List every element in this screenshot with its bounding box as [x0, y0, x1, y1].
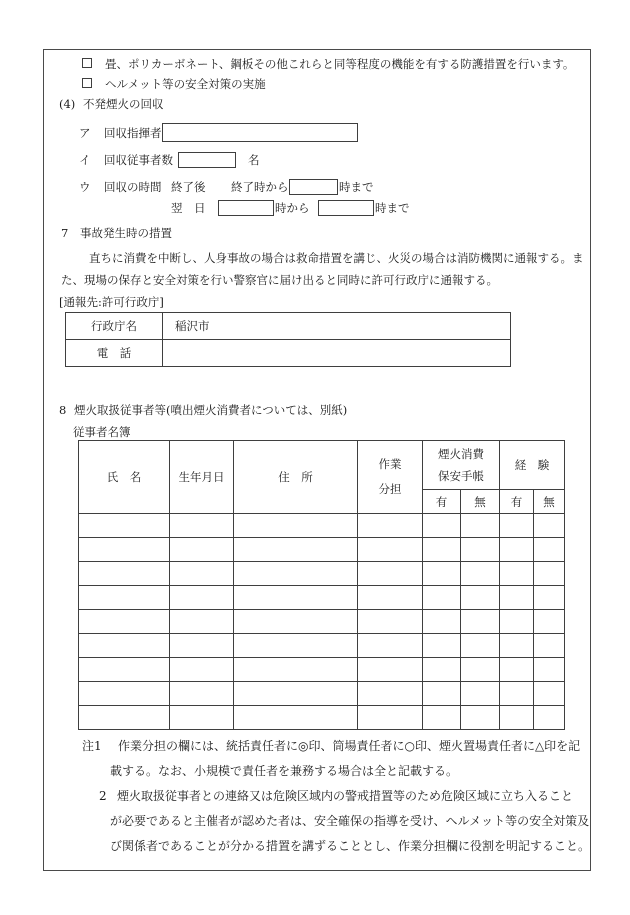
roster-empty-row	[79, 658, 565, 682]
col-header-handbook-yes: 有	[423, 490, 461, 514]
roster-empty-cell[interactable]	[234, 682, 358, 706]
roster-empty-cell[interactable]	[461, 682, 500, 706]
next-day-label: 翌 日	[171, 201, 206, 215]
roster-empty-cell[interactable]	[534, 682, 565, 706]
roster-empty-cell[interactable]	[358, 634, 423, 658]
section7-body-line: 直ちに消費を中断し、人身事故の場合は救命措置を講じ、火災の場合は消防機関に通報する。ま	[89, 251, 584, 265]
item-a-marker: ア	[79, 126, 91, 140]
roster-empty-cell[interactable]	[358, 538, 423, 562]
col-header-birthdate: 生年月日	[170, 441, 234, 514]
roster-empty-cell[interactable]	[79, 706, 170, 730]
roster-empty-row	[79, 610, 565, 634]
recovery-workers-count-input[interactable]	[178, 152, 236, 168]
roster-empty-row	[79, 706, 565, 730]
after-end-from-label: 終了時から	[231, 180, 289, 194]
roster-empty-cell[interactable]	[234, 610, 358, 634]
roster-empty-cell[interactable]	[358, 682, 423, 706]
roster-empty-cell[interactable]	[534, 610, 565, 634]
section4-number: (4)	[59, 97, 76, 111]
roster-empty-cell[interactable]	[461, 634, 500, 658]
col-header-address: 住 所	[234, 441, 358, 514]
roster-empty-cell[interactable]	[461, 538, 500, 562]
col-header-experience: 経 験	[500, 441, 565, 490]
roster-empty-cell[interactable]	[170, 538, 234, 562]
roster-empty-cell[interactable]	[500, 682, 534, 706]
roster-table-body	[79, 514, 565, 730]
protective-option-label: 畳、ポリカーボネート、鋼板その他これらと同等程度の機能を有する防護措置を行います。	[105, 57, 575, 71]
roster-empty-cell[interactable]	[423, 514, 461, 538]
roster-empty-cell[interactable]	[79, 514, 170, 538]
note2-text: 煙火取扱従事者との連絡又は危険区域内の警戒措置等のため危険区域に立ち入ること	[117, 789, 574, 803]
roster-empty-cell[interactable]	[79, 538, 170, 562]
roster-empty-cell[interactable]	[358, 586, 423, 610]
section4-heading	[44, 96, 590, 112]
roster-empty-cell[interactable]	[423, 562, 461, 586]
col-header-work-line: 分担	[378, 482, 402, 496]
recovery-leader-input[interactable]	[162, 123, 358, 142]
protective-option-row	[44, 76, 590, 92]
roster-empty-cell[interactable]	[500, 514, 534, 538]
roster-empty-row	[79, 634, 565, 658]
roster-empty-cell[interactable]	[423, 538, 461, 562]
section7-title: 事故発生時の措置	[80, 226, 172, 240]
roster-empty-cell[interactable]	[423, 658, 461, 682]
recovery-workers-row	[44, 152, 590, 170]
roster-empty-cell[interactable]	[461, 610, 500, 634]
note1-text: 作業分担の欄には、統括責任者に◎印、筒場責任者に○印、煙火置場責任者に△印を記	[118, 739, 581, 753]
col-header-experience-no: 無	[534, 490, 565, 514]
roster-empty-row	[79, 538, 565, 562]
roster-empty-cell[interactable]	[234, 658, 358, 682]
col-header-experience-yes: 有	[500, 490, 534, 514]
roster-empty-cell[interactable]	[461, 562, 500, 586]
protective-option-row	[44, 56, 590, 72]
roster-empty-cell[interactable]	[534, 634, 565, 658]
roster-empty-cell[interactable]	[79, 562, 170, 586]
roster-empty-cell[interactable]	[534, 514, 565, 538]
roster-empty-cell[interactable]	[234, 538, 358, 562]
roster-empty-cell[interactable]	[234, 562, 358, 586]
roster-subtitle: 従事者名簿	[73, 425, 131, 439]
roster-header-row	[79, 441, 565, 490]
col-header-handbook-line: 保安手帳	[438, 469, 484, 483]
roster-empty-cell[interactable]	[79, 586, 170, 610]
recovery-time-label: 回収の時間	[104, 180, 162, 194]
table-row	[66, 313, 511, 340]
roster-empty-cell[interactable]	[358, 562, 423, 586]
next-day-until-label: 時まで	[375, 201, 410, 215]
note1-label: 注1	[82, 739, 102, 753]
roster-empty-cell[interactable]	[358, 610, 423, 634]
protective-option-label: ヘルメット等の安全対策の実施	[105, 77, 266, 91]
roster-empty-cell[interactable]	[534, 562, 565, 586]
note2-label: 2	[99, 789, 107, 803]
roster-empty-cell[interactable]	[234, 634, 358, 658]
next-day-from-label: 時から	[275, 201, 310, 215]
recovery-workers-unit: 名	[248, 153, 260, 167]
roster-empty-cell[interactable]	[534, 538, 565, 562]
recovery-time-row	[44, 179, 590, 197]
report-destination-label: [通報先:許可行政庁]	[59, 295, 164, 309]
roster-empty-cell[interactable]	[170, 634, 234, 658]
agency-name-value: 稲沢市	[163, 313, 511, 340]
roster-empty-row	[79, 586, 565, 610]
section7-heading	[44, 225, 590, 241]
item-u-marker: ウ	[79, 180, 91, 194]
roster-empty-cell[interactable]	[170, 610, 234, 634]
roster-empty-cell[interactable]	[461, 514, 500, 538]
roster-empty-row	[79, 562, 565, 586]
roster-empty-cell[interactable]	[534, 706, 565, 730]
roster-empty-cell[interactable]	[500, 586, 534, 610]
roster-empty-cell[interactable]	[500, 706, 534, 730]
agency-name-label: 行政庁名	[66, 313, 163, 340]
checkbox-helmet-safety[interactable]	[82, 78, 92, 88]
roster-empty-cell[interactable]	[423, 634, 461, 658]
phone-label: 電 話	[66, 340, 163, 367]
col-header-handbook-no: 無	[461, 490, 500, 514]
next-day-start-input[interactable]	[218, 200, 274, 216]
section7-body-line: た、現場の保存と安全対策を行い警察官に届け出ると同時に許可行政庁に通報する。	[61, 273, 498, 287]
roster-empty-cell[interactable]	[79, 634, 170, 658]
roster-table	[78, 440, 565, 730]
item-i-marker: イ	[79, 153, 91, 167]
col-header-work-role	[358, 441, 423, 514]
section4-title: 不発煙火の回収	[83, 97, 164, 111]
roster-empty-cell[interactable]	[534, 658, 565, 682]
roster-empty-cell[interactable]	[461, 586, 500, 610]
roster-empty-cell[interactable]	[500, 634, 534, 658]
section8-number: 8	[59, 403, 67, 417]
roster-empty-cell[interactable]	[79, 658, 170, 682]
roster-empty-cell[interactable]	[358, 514, 423, 538]
roster-empty-cell[interactable]	[170, 562, 234, 586]
note2-line2: が必要であると主催者が認めた者は、安全確保の指導を受け、ヘルメット等の安全対策及	[110, 814, 590, 828]
roster-empty-cell[interactable]	[500, 658, 534, 682]
roster-empty-cell[interactable]	[423, 706, 461, 730]
roster-empty-cell[interactable]	[358, 658, 423, 682]
form-page-frame	[43, 49, 591, 871]
roster-empty-cell[interactable]	[234, 514, 358, 538]
roster-empty-row	[79, 514, 565, 538]
recovery-workers-label: 回収従事者数	[104, 153, 173, 167]
roster-empty-cell[interactable]	[358, 706, 423, 730]
roster-empty-cell[interactable]	[423, 586, 461, 610]
col-header-name: 氏 名	[79, 441, 170, 514]
after-end-until-label: 時まで	[339, 180, 374, 194]
recovery-leader-row	[44, 125, 590, 145]
report-destination-table	[65, 312, 511, 367]
next-day-end-input[interactable]	[318, 200, 374, 216]
checkbox-protection-equivalent[interactable]	[82, 58, 92, 68]
roster-empty-cell[interactable]	[234, 706, 358, 730]
roster-empty-cell[interactable]	[500, 562, 534, 586]
roster-empty-cell[interactable]	[170, 706, 234, 730]
roster-empty-cell[interactable]	[500, 610, 534, 634]
roster-empty-cell[interactable]	[170, 658, 234, 682]
roster-empty-cell[interactable]	[79, 610, 170, 634]
phone-value[interactable]	[163, 340, 511, 367]
roster-empty-cell[interactable]	[423, 682, 461, 706]
section7-number: 7	[61, 226, 69, 240]
roster-empty-cell[interactable]	[170, 586, 234, 610]
roster-empty-cell[interactable]	[423, 610, 461, 634]
roster-empty-cell[interactable]	[170, 514, 234, 538]
section8-title: 煙火取扱従事者等(噴出煙火消費者については、別紙)	[74, 403, 348, 417]
after-end-time-input[interactable]	[289, 179, 338, 195]
roster-empty-cell[interactable]	[461, 658, 500, 682]
col-header-handbook	[423, 441, 500, 490]
roster-empty-row	[79, 682, 565, 706]
table-row	[66, 340, 511, 367]
recovery-leader-label: 回収指揮者	[104, 126, 162, 140]
col-header-handbook-line: 煙火消費	[438, 447, 484, 461]
roster-empty-cell[interactable]	[79, 682, 170, 706]
next-day-time-row	[44, 200, 590, 218]
roster-empty-cell[interactable]	[170, 682, 234, 706]
note2-line3: び関係者であることが分かる措置を講ずることとし、作業分担欄に役割を明記すること。	[110, 839, 591, 853]
col-header-work-line: 作業	[378, 457, 402, 471]
roster-empty-cell[interactable]	[500, 538, 534, 562]
after-end-label: 終了後	[171, 180, 206, 194]
roster-empty-cell[interactable]	[534, 586, 565, 610]
section8-heading	[44, 402, 590, 418]
note1-line2: 載する。なお、小規模で責任者を兼務する場合は全と記載する。	[110, 764, 459, 778]
roster-empty-cell[interactable]	[461, 706, 500, 730]
roster-empty-cell[interactable]	[234, 586, 358, 610]
